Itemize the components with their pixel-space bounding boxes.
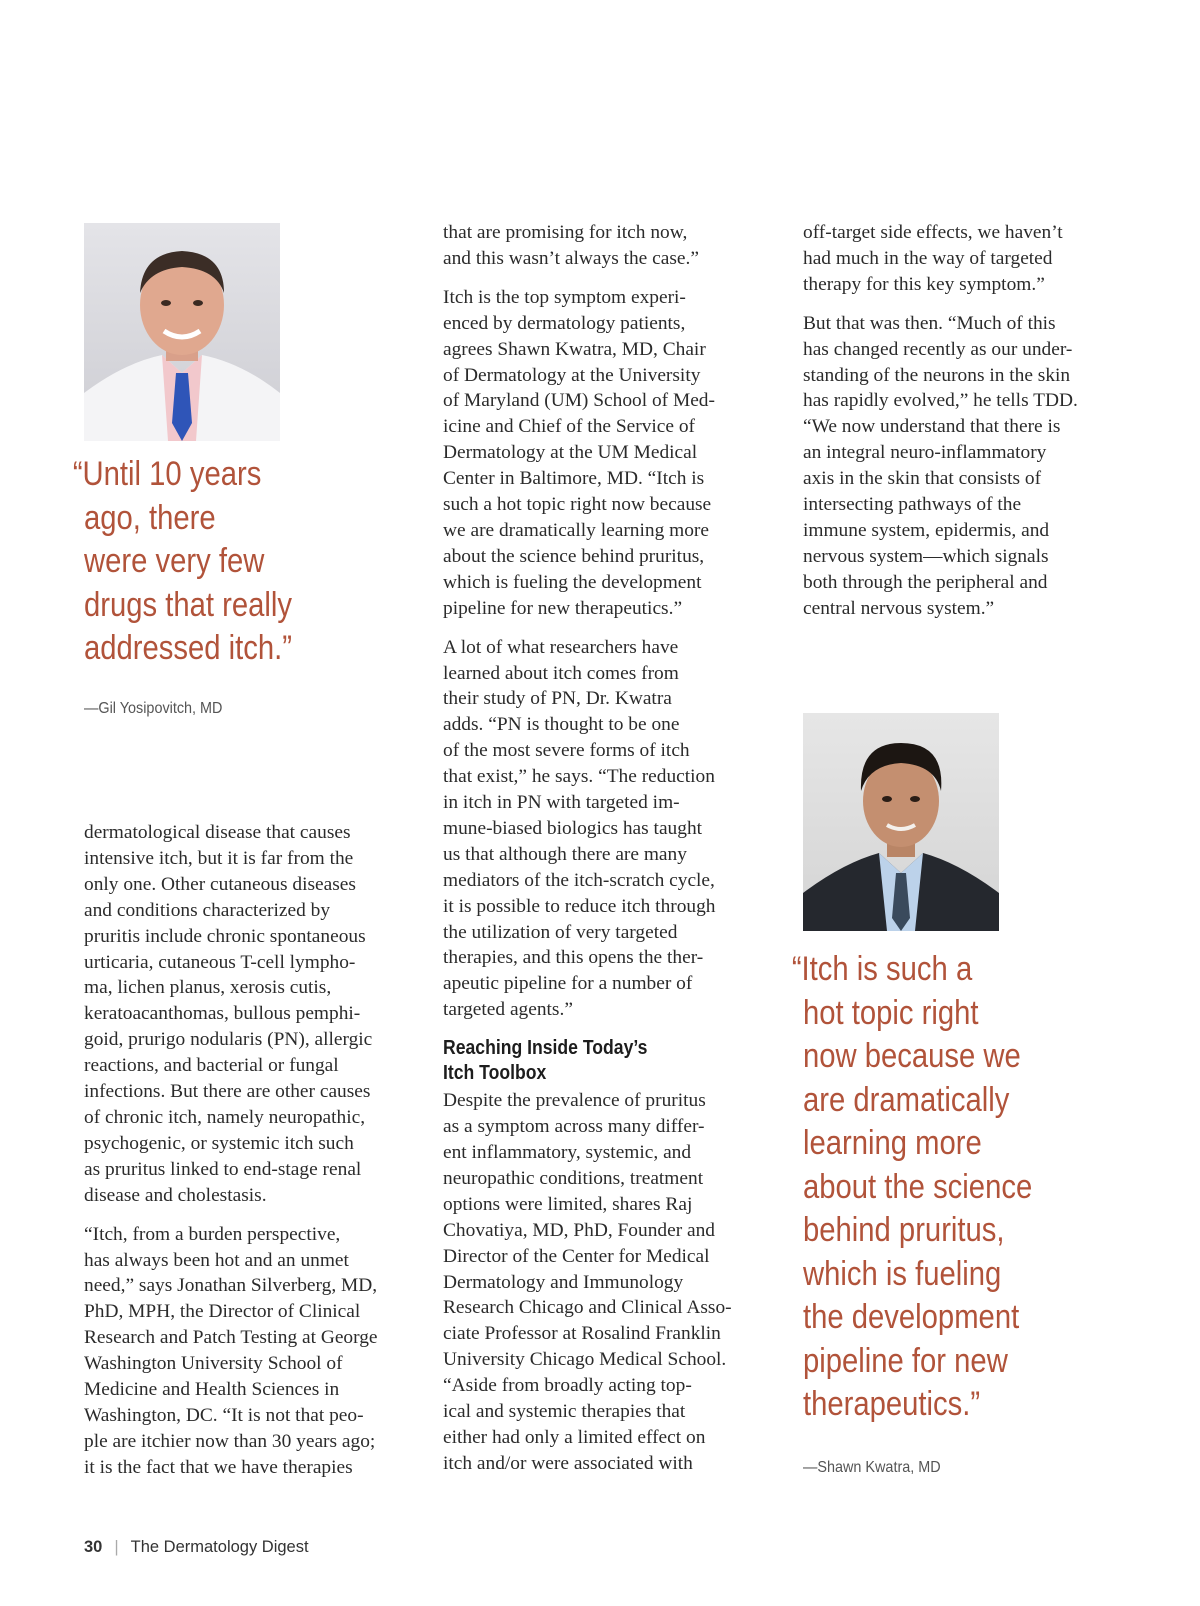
publication-name: The Dermatology Digest xyxy=(130,1538,309,1556)
column-1 xyxy=(84,820,404,1494)
pull-quote-body: hot topic right now because we are dramatically learning more about the science behind pruritus, which is fueling the development pipeline for new therapeutics.” xyxy=(803,993,1033,1423)
body-paragraph: Itch is the top symptom experi- enced by dermatology patients, agrees Shawn Kwatra, MD, Chair of Dermatology at the University of Maryland (UM) School of Med- icine and Chief of the Service of Dermatology at the UM Medical Center in Baltimore, MD. “Itch is such a hot topic right now because we are dramatically learning more about the science behind pruritus, which is fueling the development pipeline for new therapeutics.” xyxy=(443,286,715,619)
body-paragraph: A lot of what researchers have learned about itch comes from their study of PN, Dr. Kwatra adds. “PN is thought to be one of the most severe forms of itch that exist,” he says. “The reduction in itch in PN with targeted im- mune-biased biologics has taught us that although there are many mediators of the itch-scratch cycle, it is possible to reduce itch through the utilization of very targeted therapies, and this opens the ther- apeutic pipeline for a number of targeted agents.” xyxy=(443,636,716,1021)
body-paragraph: that are promising for itch now, and this wasn’t always the case.” xyxy=(443,222,699,269)
column-3 xyxy=(803,220,1123,635)
pull-quote-first-line: “Itch is such a xyxy=(791,950,973,988)
body-paragraph: “Itch, from a burden perspective, has always been hot and an unmet need,” says Jonathan Silverberg, MD, PhD, MPH, the Director of Clinical Research and Patch Testing at George Washington University School of Medicine and Health Sciences in Washington, DC. “It is not that peo- ple are itchier now than 30 years ago; it is the fact that we have therapies xyxy=(84,1223,378,1478)
portrait-photo-kwatra xyxy=(803,713,999,931)
pull-quote-attribution: —Gil Yosipovitch, MD xyxy=(84,700,223,717)
page-footer xyxy=(84,1538,309,1557)
body-paragraph: dermatological disease that causes intensive itch, but it is far from the only one. Other cutaneous diseases and conditions characterized by pruritis include chronic spontaneous urticaria, cutaneous T-cell lympho- ma, lichen planus, xerosis cutis, keratoacanthomas, bullous pemphi- goid, prurigo nodularis (PN), allergic reactions, and bacterial or fungal infections. But there are other causes of chronic itch, namely neuropathic, psychogenic, or systemic itch such as pruritus linked to end-stage renal disease and cholestasis. xyxy=(84,822,373,1206)
pull-quote-yosipovitch xyxy=(72,453,293,671)
body-paragraph: But that was then. “Much of this has changed recently as our under- standing of the neurons in the skin has rapidly evolved,” he tells TDD. “We now understand that there is an integral neuro-inflammatory axis in the skin that consists of intersecting pathways of the immune system, epidermis, and nervous system—which signals both through the peripheral and central nervous system.” xyxy=(803,312,1078,619)
body-paragraph: Despite the prevalence of pruritus as a symptom across many differ- ent inflammatory, systemic, and neuropathic conditions, treatment options were limited, shares Raj Chovatiya, MD, PhD, Founder and Director of the Center for Medical Dermatology and Immunology Research Chicago and Clinical Asso- ciate Professor at Rosalind Franklin University Chicago Medical School. “Aside from broadly acting top- ical and systemic therapies that either had only a limited effect on itch and/or were associated with xyxy=(443,1090,732,1474)
pull-quote-kwatra xyxy=(791,948,1033,1427)
footer-divider: | xyxy=(114,1538,119,1556)
pull-quote-attribution: —Shawn Kwatra, MD xyxy=(803,1459,941,1476)
portrait-photo-yosipovitch xyxy=(84,223,280,441)
column-2 xyxy=(443,220,763,1490)
section-subhead: Reaching Inside Today’s Itch Toolbox xyxy=(443,1037,648,1085)
body-paragraph: off-target side effects, we haven’t had much in the way of targeted therapy for this key symptom.” xyxy=(803,222,1063,295)
pull-quote-first-line: “Until 10 years xyxy=(72,455,262,493)
pull-quote-body: ago, there were very few drugs that really addressed itch.” xyxy=(84,498,293,667)
page-number: 30 xyxy=(84,1538,103,1556)
